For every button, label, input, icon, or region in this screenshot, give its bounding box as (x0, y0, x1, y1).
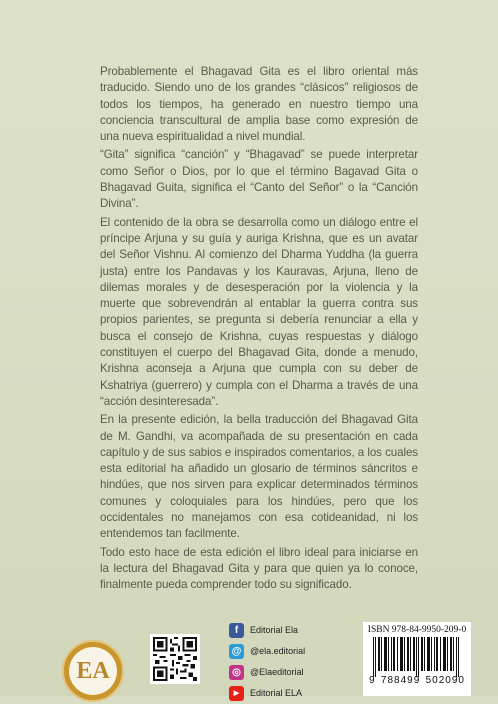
social-links (229, 620, 349, 704)
isbn-text: ISBN 978-84-9950-209-0 (367, 625, 467, 635)
youtube-icon: ▶ (229, 686, 244, 701)
social-instagram[interactable] (229, 662, 349, 682)
paragraph-2: “Gita” significa “canción” y “Bhagavad” se puede interpretar como Señor o Dios, por lo que el término Bagavad Gita o Bhagavad Guita, significa el “Canto del Señor” o la “Canción Divina”. (100, 148, 418, 211)
barcode-digits-right: 502090 (425, 675, 465, 686)
barcode-digits-left: 788499 (380, 675, 421, 686)
publisher-logo-mark: EA (69, 647, 117, 695)
barcode-panel (363, 622, 471, 696)
social-label: Editorial ELA (250, 688, 303, 698)
barcode-digit-first: 9 (369, 675, 376, 686)
social-youtube[interactable] (229, 683, 349, 703)
footer (0, 620, 498, 696)
social-facebook[interactable] (229, 620, 349, 640)
barcode (369, 637, 465, 677)
social-label: Editorial Ela (250, 625, 299, 635)
paragraph-4: En la presente edición, la bella traducción del Bhagavad Gita de M. Gandhi, va acompañada de su presentación en cada capítulo y de sus sabios e inspirados comentarios, a los cuales esta editorial ha añadido un glosario de términos sáncritos e hindúes, que nos sirven para explicar determinados términos comunes y coloquiales para los hindúes, pero que los occidentales no manejamos con esa cotideanidad, ni los entendemos tan facilmente. (100, 413, 418, 541)
email-icon: @ (229, 644, 244, 659)
qr-code (150, 634, 200, 684)
paragraph-3: El contenido de la obra se desarrolla como un diálogo entre el príncipe Arjuna y su guía y auriga Krishna, que es un avatar del Señor Vishnu. Al comienzo del Dharma Yuddha (la guerra justa) entre los Pandavas y los Kauravas, Arjuna, lleno de dilemas morales y de desesperación por la violencia y la muerte que sobrevendrán al entablar la guerra contra sus propios parientes, se pregunta si debería renunciar a ella y busca el consejo de Krishna, cuyas respuestas y diálogo constituyen el cuerpo del Bhagavad Gita, donde a menudo, Krishna aconseja a Arjuna que cumpla con su deber de Kshatriya (guerrero) y cumpla con el Dharma a través de una “acción desinteresada”. (100, 215, 418, 408)
social-email[interactable] (229, 641, 349, 661)
paragraph-1: Probablemente el Bhagavad Gita es el libro oriental más traducido. Siendo uno de los grandes “clásicos” religiosos de todos los tiempos, ha generado en nuestro tiempo una conciencia transcultural de amplia base como expresión de una nueva espiritualidad a nivel mundial. (100, 65, 418, 144)
social-label: @Elaeditorial (250, 667, 304, 677)
paragraph-5: Todo esto hace de esta edición el libro ideal para iniciarse en la lectura del Bhagavad Gita y para que quien ya lo conoce, finalmente pueda comprender todo su significado. (100, 545, 418, 592)
facebook-icon: f (229, 623, 244, 638)
publisher-logo (62, 640, 124, 702)
social-label: @ela.editorial (250, 646, 306, 656)
synopsis (100, 64, 418, 594)
instagram-icon: ◎ (229, 665, 244, 680)
barcode-digits (363, 675, 471, 686)
